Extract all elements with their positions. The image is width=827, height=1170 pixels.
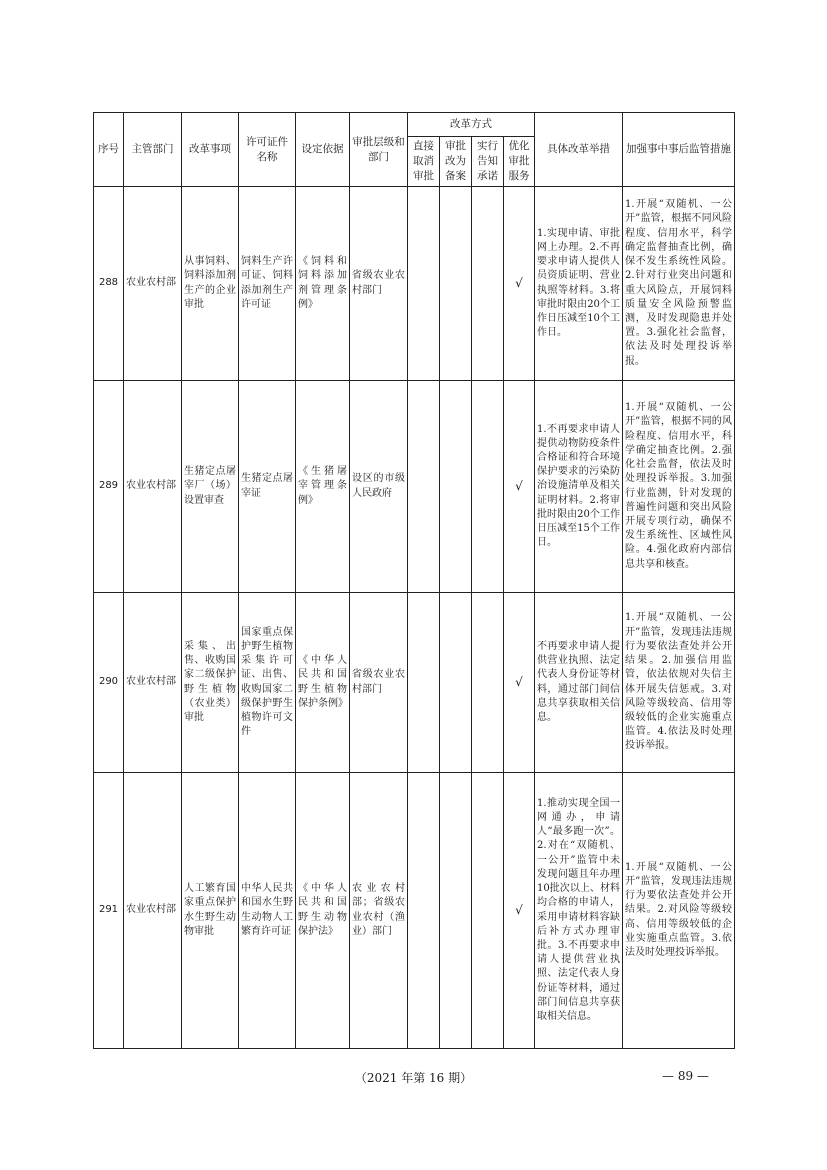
reform-table-container <box>93 112 734 1049</box>
row-dept: 农业农村部 <box>124 593 182 773</box>
row-m3 <box>472 773 504 1049</box>
table-row <box>94 773 735 1049</box>
page-number: — 89 — <box>662 1069 709 1083</box>
header-m1: 直接取消审批 <box>408 137 440 187</box>
row-m4-checkmark: √ <box>504 773 535 1049</box>
row-m1 <box>408 381 440 593</box>
row-level: 设区的市级人民政府 <box>350 381 408 593</box>
row-item: 生猪定点屠宰厂（场）设置审查 <box>182 381 239 593</box>
header-m2: 审批改为备案 <box>440 137 472 187</box>
header-item: 改革事项 <box>182 113 239 187</box>
row-item: 从事饲料、饲料添加剂生产的企业审批 <box>182 187 239 381</box>
row-m3 <box>472 381 504 593</box>
row-basis: 《饲料和饲料添加剂管理条例》 <box>296 187 350 381</box>
table-row <box>94 187 735 381</box>
header-m4: 优化审批服务 <box>504 137 535 187</box>
row-m2 <box>440 773 472 1049</box>
row-license: 饲料生产许可证、饲料添加剂生产许可证 <box>239 187 296 381</box>
row-no: 291 <box>94 773 124 1049</box>
row-dept: 农业农村部 <box>124 381 182 593</box>
row-supervision: 1.开展“双随机、一公开”监管，发现违法违规行为要依法查处并公开结果。2.对风险等级较高、信用等级较低的企业实施重点监管。3.依法及时处理投诉举报。 <box>623 773 735 1049</box>
row-supervision: 1.开展“双随机、一公开”监管，根据不同风险程度、信用水平，科学确定监督抽查比例，确保不发生系统性风险。2.针对行业突出问题和重大风险点，开展饲料质量安全风险预警监测，及时发现隐患并处置。3.强化社会监督，依法及时处理投诉举报。 <box>623 187 735 381</box>
row-no: 288 <box>94 187 124 381</box>
row-m1 <box>408 187 440 381</box>
row-level: 省级农业农村部门 <box>350 593 408 773</box>
header-supervision: 加强事中事后监管措施 <box>623 113 735 187</box>
row-no: 290 <box>94 593 124 773</box>
row-m2 <box>440 381 472 593</box>
row-supervision: 1.开展“双随机、一公开”监管，根据不同的风险程度、信用水平，科学确定抽查比例。2.强化社会监督，依法及时处理投诉举报。3.加强行业监测，针对发现的普遍性问题和突出风险开展专项行动，确保不发生系统性、区域性风险。4.强化政府内部信息共享和核查。 <box>623 381 735 593</box>
row-m1 <box>408 773 440 1049</box>
row-measures: 1.实现申请、审批网上办理。2.不再要求申请人提供人员资质证明、营业执照等材料。3.将审批时限由20个工作日压减至10个工作日。 <box>535 187 623 381</box>
row-level: 省级农业农村部门 <box>350 187 408 381</box>
row-basis: 《中华人民共和国野生植物保护条例》 <box>296 593 350 773</box>
header-license: 许可证件名称 <box>239 113 296 187</box>
header-m3: 实行告知承诺 <box>472 137 504 187</box>
row-license: 生猪定点屠宰证 <box>239 381 296 593</box>
row-license: 国家重点保护野生植物采集许可证、出售、收购国家二级保护野生植物许可文件 <box>239 593 296 773</box>
row-item: 采集、出售、收购国家二级保护野生植物（农业类）审批 <box>182 593 239 773</box>
row-m4-checkmark: √ <box>504 381 535 593</box>
reform-table <box>93 112 735 1049</box>
row-no: 289 <box>94 381 124 593</box>
row-m1 <box>408 593 440 773</box>
header-measures: 具体改革举措 <box>535 113 623 187</box>
header-level: 审批层级和部门 <box>350 113 408 187</box>
row-m2 <box>440 593 472 773</box>
row-m4-checkmark: √ <box>504 187 535 381</box>
issue-label: （2021 年第 16 期） <box>354 1071 473 1085</box>
row-measures: 1.推动实现全国一网通办，申请人“最多跑一次”。2.对在“双随机、一公开”监管中未发现问题且年办理10批次以上、材料均合格的申请人，采用申请材料容缺后补方式办理审批。3.不再要求申请人提供营业执照、法定代表人身份证等材料，通过部门间信息共享获取相关信息。 <box>535 773 623 1049</box>
header-reform-group: 改革方式 <box>408 113 535 137</box>
table-header <box>94 113 735 187</box>
row-measures: 1.不再要求申请人提供动物防疫条件合格证和符合环境保护要求的污染防治设施清单及相关证明材料。2.将审批时限由20个工作日压减至15个工作日。 <box>535 381 623 593</box>
row-basis: 《生猪屠宰管理条例》 <box>296 381 350 593</box>
row-m3 <box>472 593 504 773</box>
header-dept: 主管部门 <box>124 113 182 187</box>
row-supervision: 1.开展“双随机、一公开”监管，发现违法违规行为要依法查处并公开结果。2.加强信用监管，依法依规对失信主体开展失信惩戒。3.对风险等级较高、信用等级较低的企业实施重点监管。4.依法及时处理投诉举报。 <box>623 593 735 773</box>
row-basis: 《中华人民共和国野生动物保护法》 <box>296 773 350 1049</box>
row-dept: 农业农村部 <box>124 773 182 1049</box>
row-m4-checkmark: √ <box>504 593 535 773</box>
row-dept: 农业农村部 <box>124 187 182 381</box>
table-row <box>94 381 735 593</box>
row-item: 人工繁育国家重点保护水生野生动物审批 <box>182 773 239 1049</box>
row-license: 中华人民共和国水生野生动物人工繁育许可证 <box>239 773 296 1049</box>
header-basis: 设定依据 <box>296 113 350 187</box>
table-row <box>94 593 735 773</box>
row-m2 <box>440 187 472 381</box>
header-no: 序号 <box>94 113 124 187</box>
row-level: 农业农村部；省级农业农村（渔业）部门 <box>350 773 408 1049</box>
row-measures: 不再要求申请人提供营业执照、法定代表人身份证等材料，通过部门间信息共享获取相关信息。 <box>535 593 623 773</box>
row-m3 <box>472 187 504 381</box>
